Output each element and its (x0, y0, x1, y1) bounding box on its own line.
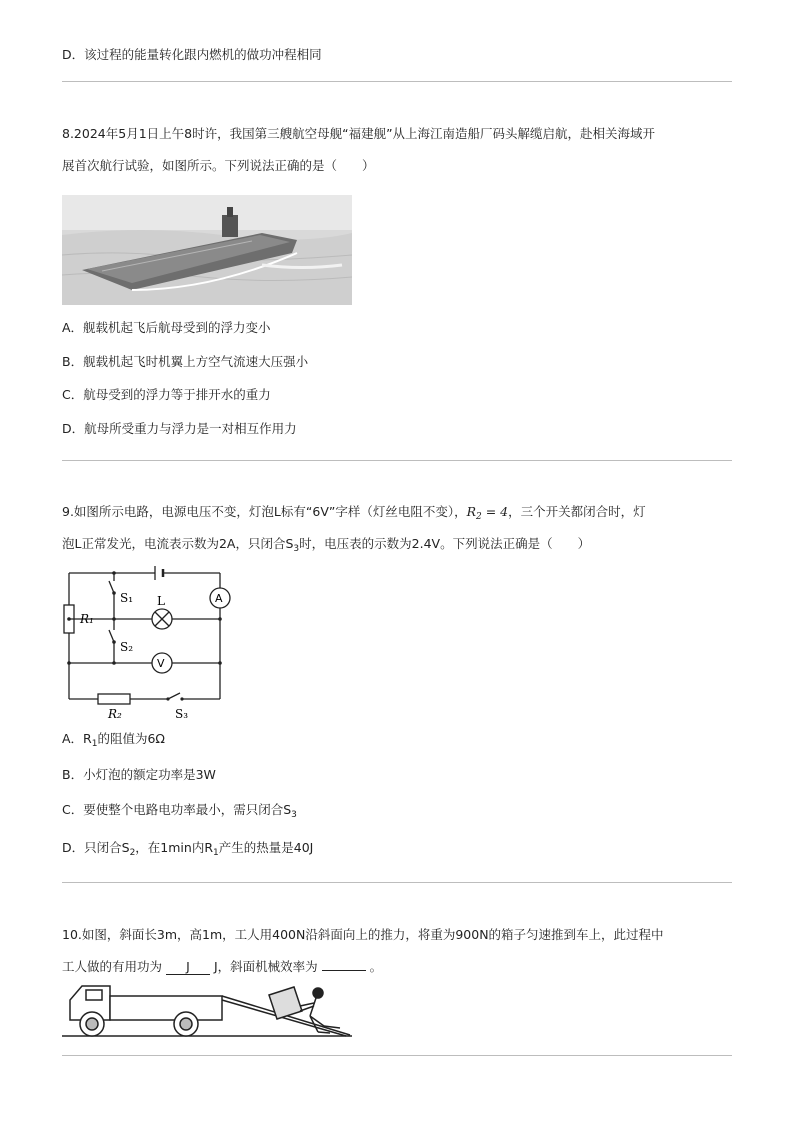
truck-ramp-figure (62, 978, 357, 1040)
q8-option-c: C．航母受到的浮力等于排开水的重力 (62, 387, 271, 402)
circuit-diagram (62, 563, 242, 723)
divider (62, 460, 732, 461)
answer-blank-1[interactable]: J (166, 960, 210, 975)
voltmeter-symbol: V (157, 657, 165, 670)
q9-option-a: A．$R_1$的阻值为6Ω (62, 731, 165, 749)
q8-option-d: D．航母所受重力与浮力是一对相互作用力 (62, 421, 297, 436)
q9-r2-math: $R_2 = 4$ (466, 504, 509, 522)
q10-stem-line2: 工人做的有用功为 J J，斜面机械效率为 。 (62, 959, 383, 974)
q8-stem-line2: 展首次航行试验，如图所示。下列说法正确的是（ ） (62, 158, 375, 173)
prev-option-d: D．该过程的能量转化跟内燃机的做功冲程相同 (62, 47, 322, 62)
label-r2: R₂ (108, 707, 122, 721)
label-lamp: L (157, 594, 165, 608)
q10-stem-line1: 10.如图，斜面长3m，高1m，工人用400N沿斜面向上的推力，将重为900N的箱子匀速推到车上，此过程中 (62, 927, 664, 942)
label-r1: R₁ (80, 612, 94, 626)
q9-option-b: B．小灯泡的额定功率是3W (62, 767, 216, 782)
label-s3: S₃ (175, 707, 189, 721)
q9-option-c: C．要使整个电路电功率最小，需只闭合$S_3$ (62, 802, 297, 820)
label-s1: S₁ (120, 591, 134, 605)
q9-stem-line2: 泡L正常发光，电流表示数为2A，只闭合$S_3$时，电压表的示数为2.4V。下列说法正确是（ ） (62, 536, 591, 554)
q9-stem-text-b: ，三个开关都闭合时，灯 (508, 504, 646, 519)
divider (62, 882, 732, 883)
q8-stem-line1: 8.2024年5月1日上午8时许，我国第三艘航空母舰“福建舰”从上海江南造船厂码头解缆启航，赴相关海域开 (62, 126, 656, 141)
q9-stem-line1 (62, 502, 646, 522)
divider (62, 81, 732, 82)
q9-stem-text-a: 9.如图所示电路，电源电压不变，灯泡L标有“6V”字样（灯丝电阻不变）， (62, 504, 467, 519)
q8-option-a: A．舰载机起飞后航母受到的浮力变小 (62, 320, 271, 335)
answer-blank-2[interactable] (322, 970, 366, 971)
label-s2: S₂ (120, 640, 134, 654)
q8-option-b: B．舰载机起飞时机翼上方空气流速大压强小 (62, 354, 309, 369)
aircraft-carrier-image (62, 195, 352, 305)
divider (62, 1055, 732, 1056)
q9-option-d: D．只闭合$S_2$，在1min内$R_1$产生的热量是40J (62, 840, 314, 858)
ammeter-symbol: A (215, 592, 223, 605)
